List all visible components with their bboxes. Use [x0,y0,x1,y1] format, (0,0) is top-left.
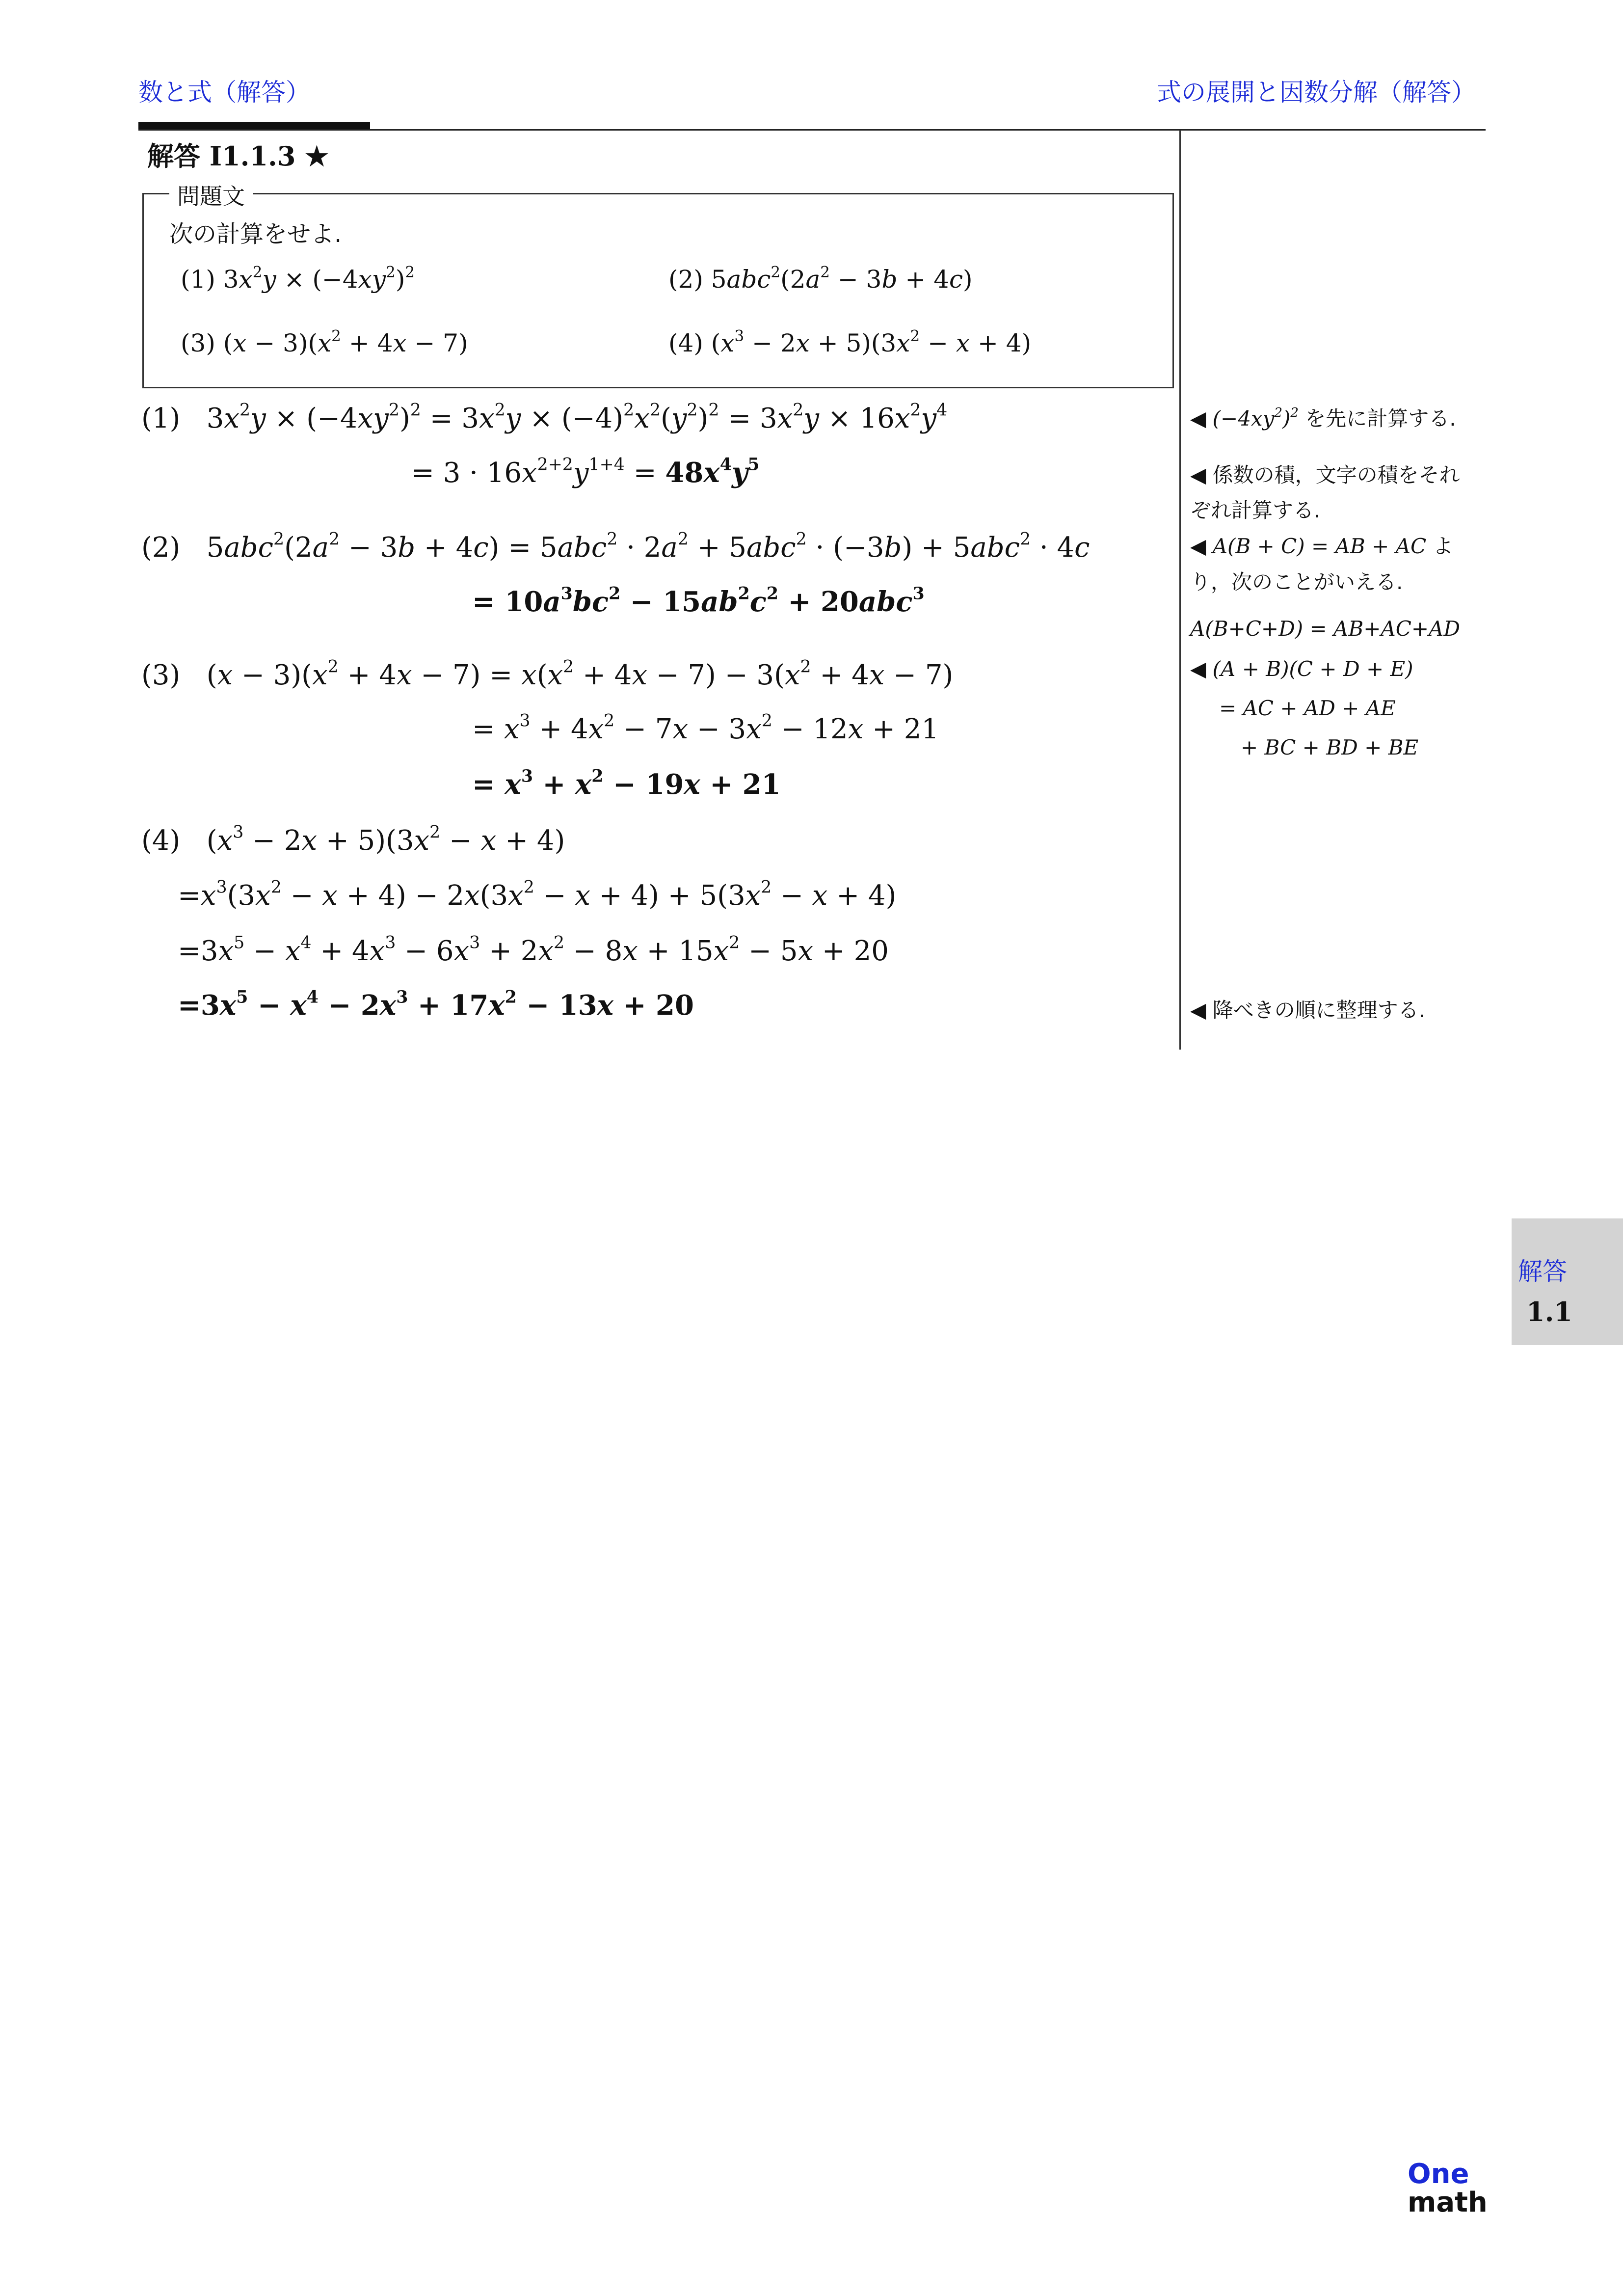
solution-1-label: (1) [141,403,181,434]
note-5: ◀ 降べきの順に整理する. [1190,998,1426,1022]
solution-1-line-1: (1) $3x^2y \times (-4xy^2)^2 = 3x^2y \times (-4)^2x^2(y^2)^2 = 3x^2y \times 16x^2y^4$ [141,400,948,434]
header-rule-thick [138,122,370,130]
solution-2-line-1: (2) $5abc^2(2a^2 - 3b + 4c) = 5abc^2 \cdot 2a^2 + 5abc^2 \cdot (-3b) + 5abc^2 \cdot 4c$ [141,529,1090,564]
solution-4-line-2: $=x^3(3x^2 - x + 4) - 2x(3x^2 - x + 4) + 5(3x^2 - x + 4)$ [178,877,897,912]
solution-3-line-3: = $x^3 + x^2 - 19x + 21$ [472,766,781,801]
header-right: 式の展開と因数分解（解答） [1157,78,1476,107]
triangle-left-icon: ◀ [1190,534,1206,558]
solution-3-line-1: (3) $(x - 3)(x^2 + 4x - 7) = x(x^2 + 4x - 7) - 3(x^2 + 4x - 7)$ [141,657,954,691]
solution-3-label: (3) [141,659,181,691]
chapter-tab-label: 解答 [1518,1257,1567,1286]
solution-2-label: (2) [141,532,181,564]
problem-3: (3) $(x - 3)(x^2 + 4x - 7)$ [181,327,468,357]
problem-instruction: 次の計算をせよ. [169,220,342,248]
solution-4-line-4: $=3x^5 - x^4 - 2x^3 + 17x^2 - 13x + 20$ [178,987,694,1022]
star-icon: ★ [305,140,329,172]
header-rule [138,129,1486,131]
note-4: ◀ (A + B)(C + D + E) [1190,657,1413,681]
note-3-formula: A(B+C+D) = AB+AC+AD [1190,617,1461,641]
note-4-line-2: = AC + AD + AE [1219,696,1396,720]
triangle-left-icon: ◀ [1190,463,1206,487]
solution-2-line-2: = $10a^3bc^2 - 15ab^2c^2 + 20abc^3$ [472,583,925,618]
note-3: ◀ A(B + C) = AB + AC よ [1190,534,1454,558]
onemath-logo: One math [1408,2158,1488,2218]
problem-4: (4) $(x^3 - 2x + 5)(3x^2 - x + 4)$ [668,327,1032,357]
solution-4-label: (4) [141,825,181,857]
solution-4-line-3: $=3x^5 - x^4 + 4x^3 - 6x^3 + 2x^2 - 8x + 15x^2 - 5x + 20$ [178,933,889,967]
problem-2: (2) $5abc^2(2a^2 - 3b + 4c)$ [668,263,973,294]
note-2-cont: ぞれ計算する. [1190,498,1321,522]
solution-4-line-1: (4) $(x^3 - 2x + 5)(3x^2 - x + 4)$ [141,822,565,857]
answer-title [147,135,329,173]
margin-divider [1179,130,1181,1050]
triangle-left-icon: ◀ [1190,998,1206,1022]
note-1: ◀ $(-4xy^2)^2$ を先に計算する. [1190,405,1456,431]
note-2: ◀ 係数の積，文字の積をそれ [1190,463,1460,487]
triangle-left-icon: ◀ [1190,657,1206,681]
answer-title-number: I1.1.3 [209,140,296,172]
note-4-line-3: + BC + BD + BE [1241,735,1419,759]
solution-1-line-2: = $3 \cdot 16x^{2+2}y^{1+4} = 48x^4y^5$ [411,454,760,489]
header-left: 数と式（解答） [138,78,310,107]
note-3-cont: り，次のことがいえる. [1190,570,1403,594]
problem-box-label: 問題文 [169,179,253,211]
chapter-tab-number: 1.1 [1526,1296,1572,1327]
answer-title-label: 解答 [147,141,200,172]
problem-1: (1) $3x^2y \times (-4xy^2)^2$ [181,263,415,294]
solution-3-line-2: = $x^3 + 4x^2 - 7x - 3x^2 - 12x + 21$ [472,711,939,745]
triangle-left-icon: ◀ [1190,406,1206,431]
